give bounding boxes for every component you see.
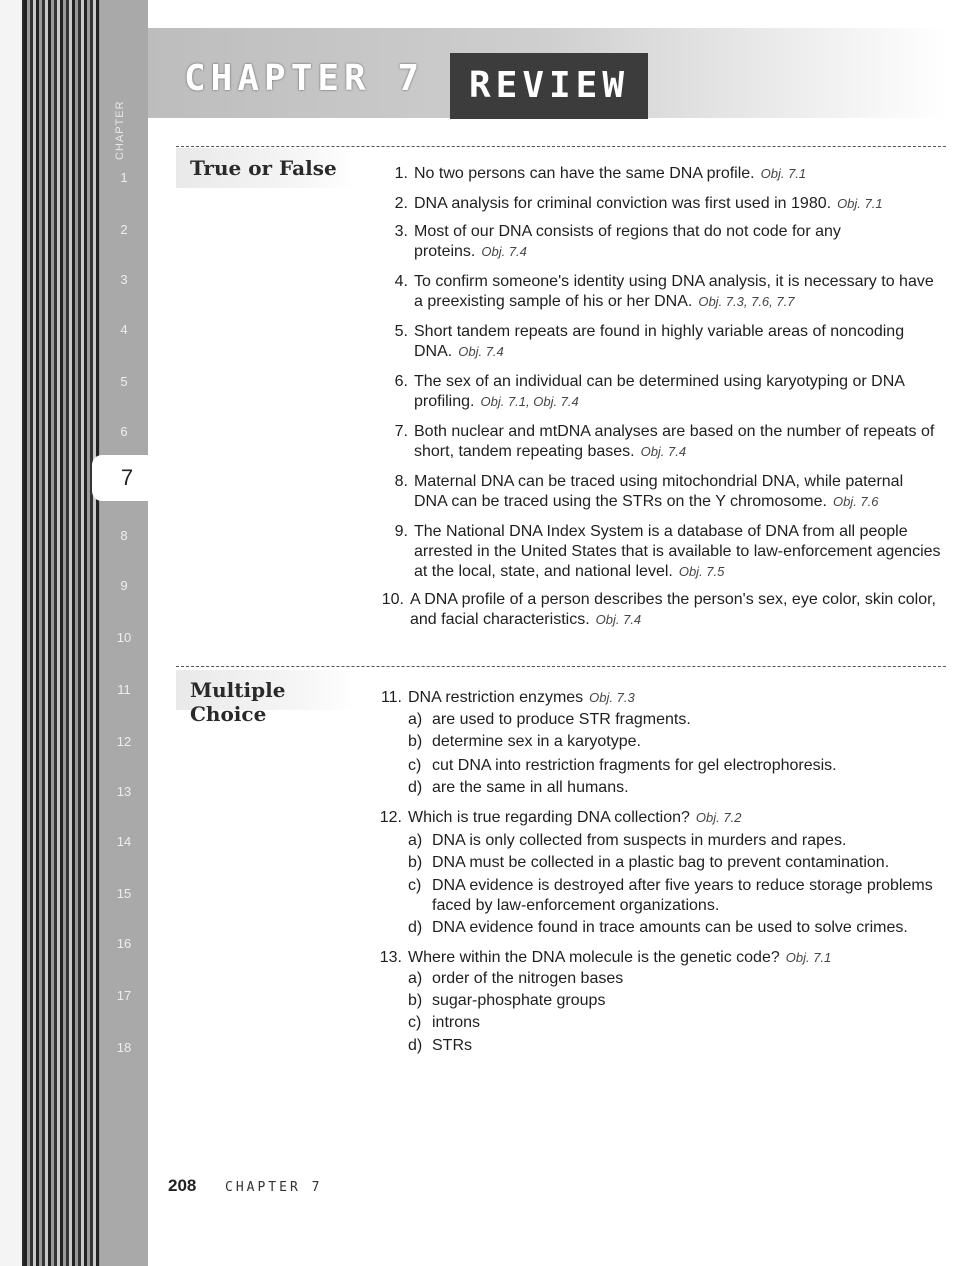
answer-option[interactable] [408,710,948,730]
answer-option[interactable] [408,732,948,752]
answer-option[interactable] [408,831,948,851]
option-letter: d) [408,779,423,796]
chapter-title: CHAPTER 7 [184,58,425,99]
tf-question [394,472,954,512]
question-text: a preexisting sample of his or her DNA. Obj. 7.3, 7.6, 7.7 [414,293,795,310]
option-text: DNA evidence is destroyed after five years to reduce storage problems [432,877,933,894]
side-chapter-label: CHAPTER [114,100,126,160]
chapter-tab-5[interactable]: 5 [120,374,128,389]
chapter-tab-12[interactable]: 12 [116,734,132,749]
answer-option[interactable] [408,1013,948,1033]
option-letter: c) [408,1014,422,1031]
objective-ref: Obj. 7.1 [837,196,883,211]
footer-chapter: CHAPTER 7 [225,1180,323,1195]
option-text: DNA evidence found in trace amounts can be used to solve crimes. [432,919,908,936]
objective-ref: Obj. 7.4 [458,344,504,359]
option-letter: a) [408,711,423,728]
chapter-tab-18[interactable]: 18 [116,1040,132,1055]
option-letter: b) [408,992,423,1009]
decorative-stripes-inner [24,0,100,1266]
option-text: determine sex in a karyotype. [432,733,641,750]
question-number: 5. [394,323,408,340]
question-text: DNA analysis for criminal conviction was first used in 1980. Obj. 7.1 [414,195,883,212]
answer-option[interactable] [408,969,948,989]
question-text: Maternal DNA can be traced using mitochondrial DNA, while paternal [414,473,904,490]
objective-ref: Obj. 7.2 [695,810,742,825]
answer-option[interactable] [408,778,948,798]
answer-option[interactable] [408,991,948,1011]
question-number: 9. [394,523,408,540]
question-text: The sex of an individual can be determined using karyotyping or DNA [414,373,905,390]
answer-option[interactable] [408,853,948,873]
chapter-tab-3[interactable]: 3 [120,272,128,287]
chapter-tab-14[interactable]: 14 [116,834,132,849]
chapter-tab-8[interactable]: 8 [120,528,128,543]
question-number: 4. [394,273,408,290]
question-text: proteins. Obj. 7.4 [414,243,527,260]
answer-option[interactable] [408,756,948,776]
option-letter: a) [408,970,423,987]
option-text-continued: faced by law-enforcement organizations. [432,897,720,914]
question-text: To confirm someone's identity using DNA analysis, it is necessary to have [414,273,934,290]
chapter-tab-16[interactable]: 16 [116,936,132,951]
section-divider [176,146,946,147]
option-text: introns [432,1014,481,1031]
page-number: 208 [168,1176,197,1195]
question-text: Most of our DNA consists of regions that do not code for any [414,223,841,240]
objective-ref: Obj. 7.4 [595,612,642,627]
chapter-tab-17[interactable]: 17 [116,988,132,1003]
chapter-tab-active[interactable]: 7 [92,455,162,501]
option-text: sugar-phosphate groups [432,992,606,1009]
question-text: DNA can be traced using the STRs on the Y chromosome. Obj. 7.6 [414,493,879,510]
question-number: 13. [379,949,402,966]
objective-ref: Obj. 7.1 [785,950,832,965]
question-number: 10. [381,591,404,608]
objective-ref: Obj. 7.6 [832,494,879,509]
question-text: arrested in the United States that is available to law-enforcement agencies [414,543,941,560]
option-text: DNA is only collected from suspects in murders and rapes. [432,832,847,849]
question-text: and facial characteristics. Obj. 7.4 [410,611,642,628]
option-text: are the same in all humans. [432,779,629,796]
question-stem: Where within the DNA molecule is the genetic code? [408,949,780,966]
true-false-heading: True or False [176,148,356,188]
question-number: 6. [394,373,408,390]
question-number: 2. [394,195,408,212]
objective-ref: Obj. 7.4 [640,444,687,459]
option-text: DNA must be collected in a plastic bag to prevent contamination. [432,854,890,871]
chapter-tab-6[interactable]: 6 [120,424,128,439]
chapter-tab-13[interactable]: 13 [116,784,132,799]
question-text: Both nuclear and mtDNA analyses are based on the number of repeats of [414,423,935,440]
question-stem: DNA restriction enzymes [408,689,584,706]
option-text: STRs [432,1037,472,1054]
multiple-choice-heading: Multiple Choice [176,670,356,710]
question-text: A DNA profile of a person describes the person's sex, eye color, skin color, [410,591,936,608]
tf-question [394,322,954,362]
mc-question [379,948,948,968]
option-text: are used to produce STR fragments. [432,711,691,728]
tf-question [394,222,954,262]
chapter-tab-4[interactable]: 4 [120,322,128,337]
tf-question [394,164,954,184]
tf-question [394,272,954,312]
question-text: profiling. Obj. 7.1, Obj. 7.4 [414,393,579,410]
chapter-tab-15[interactable]: 15 [116,886,132,901]
mc-question [380,688,948,708]
chapter-tab-10[interactable]: 10 [116,630,132,645]
option-letter: a) [408,832,423,849]
question-number: 12. [379,809,402,826]
option-letter: d) [408,919,423,936]
objective-ref: Obj. 7.3 [589,690,635,705]
question-text: Short tandem repeats are found in highly variable areas of noncoding [414,323,905,340]
question-number: 7. [394,423,408,440]
question-stem: Which is true regarding DNA collection? [408,809,690,826]
option-text: order of the nitrogen bases [432,970,624,987]
option-letter: c) [408,757,422,774]
question-number: 11. [380,689,402,706]
section-divider [176,666,946,667]
question-number: 1. [394,165,408,182]
answer-option[interactable] [408,1036,948,1056]
chapter-tab-1[interactable]: 1 [120,170,128,185]
option-letter: d) [408,1037,423,1054]
option-letter: b) [408,733,423,750]
objective-ref: Obj. 7.4 [481,244,527,259]
question-text: DNA. Obj. 7.4 [414,343,504,360]
question-number: 3. [394,223,408,240]
tf-question [394,522,954,582]
objective-ref: Obj. 7.3, 7.6, 7.7 [698,294,795,309]
mc-question [379,808,948,828]
tf-question [394,194,954,214]
chapter-tab-11[interactable]: 11 [117,682,131,697]
tf-question [394,422,954,462]
question-text: short, tandem repeating bases. Obj. 7.4 [414,443,687,460]
question-text: at the local, state, and national level. Obj. 7.5 [414,563,725,580]
tf-question [381,590,950,630]
option-text: cut DNA into restriction fragments for gel electrophoresis. [432,757,837,774]
option-letter: c) [408,877,422,894]
answer-option[interactable] [408,876,948,916]
review-title: REVIEW [450,53,648,119]
chapter-tab-9[interactable]: 9 [120,578,128,593]
tf-question [394,372,954,412]
answer-option[interactable] [408,918,948,938]
objective-ref: Obj. 7.1, Obj. 7.4 [480,394,579,409]
objective-ref: Obj. 7.1 [760,166,807,181]
question-text: No two persons can have the same DNA profile. Obj. 7.1 [414,165,807,182]
question-number: 8. [394,473,408,490]
chapter-tab-2[interactable]: 2 [120,222,128,237]
question-text: The National DNA Index System is a database of DNA from all people [414,523,908,540]
objective-ref: Obj. 7.5 [678,564,725,579]
option-letter: b) [408,854,423,871]
